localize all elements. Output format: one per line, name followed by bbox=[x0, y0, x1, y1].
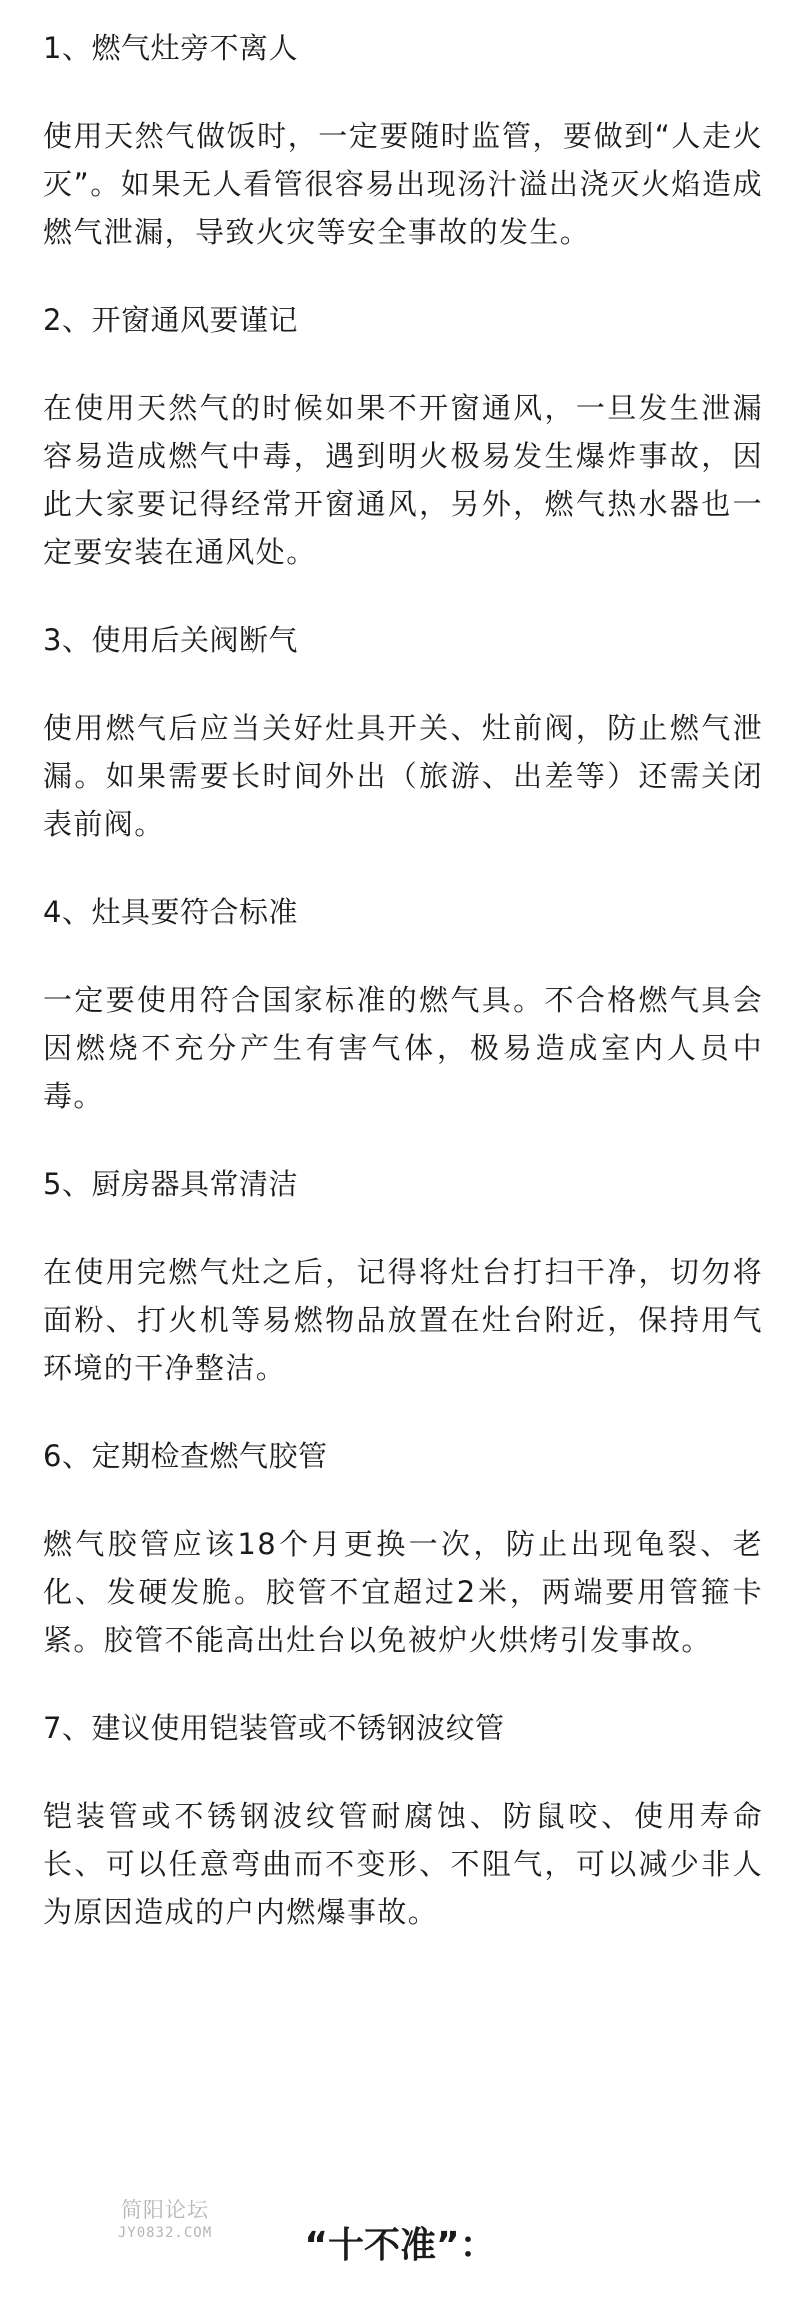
section-paragraph-2: 在使用天然气的时候如果不开窗通风，一旦发生泄漏容易造成燃气中毒，遇到明火极易发生爆炸事故，因此大家要记得经常开窗通风，另外，燃气热水器也一定要安装在通风处。 bbox=[43, 391, 763, 569]
ten-prohibitions-title: “十不准”： bbox=[304, 2225, 496, 2266]
section-heading-4: 4、灶具要符合标准 bbox=[43, 895, 298, 929]
article-body bbox=[43, 28, 763, 1980]
section-paragraph-5: 在使用完燃气灶之后，记得将灶台打扫干净，切勿将面粉、打火机等易燃物品放置在灶台附近，保持用气环境的干净整洁。 bbox=[43, 1255, 763, 1385]
section-heading-6: 6、定期检查燃气胶管 bbox=[43, 1439, 328, 1473]
section-heading-5: 5、厨房器具常清洁 bbox=[43, 1167, 298, 1201]
section-paragraph-4: 一定要使用符合国家标准的燃气具。不合格燃气具会因燃烧不充分产生有害气体，极易造成室内人员中毒。 bbox=[43, 983, 763, 1113]
section-paragraph-3: 使用燃气后应当关好灶具开关、灶前阀，防止燃气泄漏。如果需要长时间外出（旅游、出差等）还需关闭表前阀。 bbox=[43, 711, 763, 841]
watermark-line-2: JY0832.COM bbox=[117, 2225, 213, 2241]
section-paragraph-6: 燃气胶管应该18个月更换一次，防止出现龟裂、老化、发硬发脆。胶管不宜超过2米，两端要用管箍卡紧。胶管不能高出灶台以免被炉火烘烤引发事故。 bbox=[43, 1527, 763, 1657]
section-paragraph-7: 铠装管或不锈钢波纹管耐腐蚀、防鼠咬、使用寿命长、可以任意弯曲而不变形、不阻气，可以减少非人为原因造成的户内燃爆事故。 bbox=[43, 1799, 763, 1929]
section-heading-7: 7、建议使用铠装管或不锈钢波纹管 bbox=[43, 1711, 505, 1745]
section-heading-2: 2、开窗通风要谨记 bbox=[43, 303, 298, 337]
section-paragraph-1: 使用天然气做饭时，一定要随时监管，要做到“人走火灭”。如果无人看管很容易出现汤汁溢出浇灭火焰造成燃气泄漏，导致火灾等安全事故的发生。 bbox=[43, 119, 763, 249]
watermark-line-1: 简阳论坛 bbox=[121, 2198, 209, 2222]
section-heading-1: 1、燃气灶旁不离人 bbox=[43, 31, 298, 65]
section-heading-3: 3、使用后关阀断气 bbox=[43, 623, 298, 657]
